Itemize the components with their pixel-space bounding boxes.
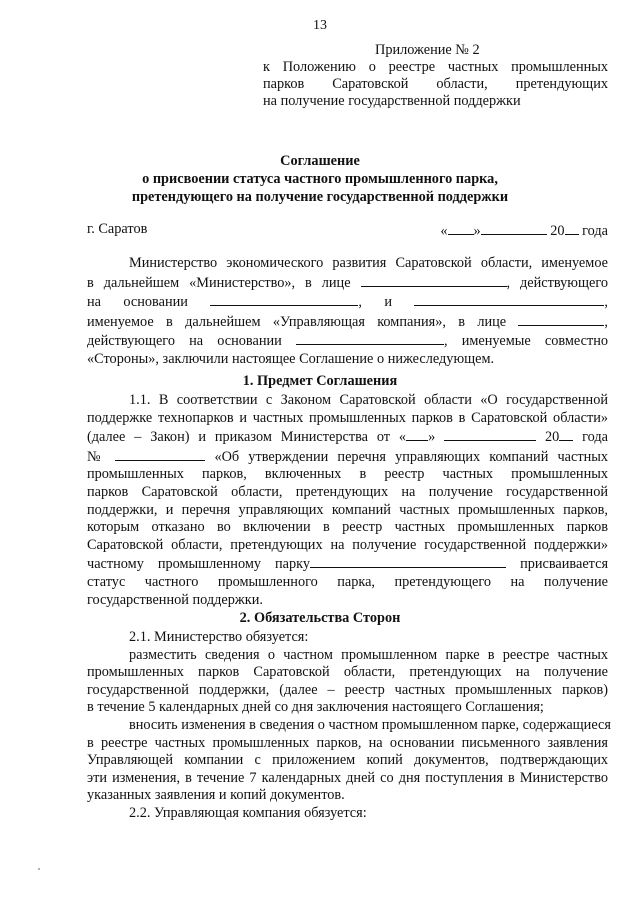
appendix-line: к Положению о реестре частных промышленных xyxy=(263,59,608,75)
blank-field xyxy=(406,427,428,441)
blank-field xyxy=(296,331,444,345)
blank-year xyxy=(565,221,579,235)
section-1-body: 1.1. В соответствии с Законом Саратовской области «О государственной поддержке технопарков и частных промышленных парков в Саратовской области» (далее – Закон) и приказом Министерства от « » 20 года № «Об утверждении перечня управляющих компаний частных промышленных парков, включенных в реестр частных промышленных парков Саратовской области, претендующих на получение государственной поддержки, и перечня управляющих компаний частных промышленных парков, которым отказано во включении в реестр частных промышленных парков Саратовской области, претендующих на получение государственной поддержки» частному промышленному парку присваивается статус частного промышленного парка, претендующего на получение государственной поддержки. xyxy=(87,392,609,608)
heading-line: о присвоении статуса частного промышленного парка, xyxy=(142,171,498,187)
place-date-line xyxy=(87,221,608,238)
section-2-title: 2. Обязательства Сторон xyxy=(239,610,401,626)
blank-field xyxy=(310,554,506,568)
appendix-header xyxy=(263,42,608,110)
date-field: « » 20 года xyxy=(440,223,608,239)
blank-field xyxy=(444,427,536,441)
blank-field xyxy=(559,427,573,441)
appendix-title: Приложение № 2 xyxy=(375,42,480,58)
blank-field xyxy=(115,447,205,461)
appendix-line: парков Саратовской области, претендующих xyxy=(263,76,608,92)
preamble: Министерство экономического развития Саратовской области, именуемое в дальнейшем «Министерство», в лице , действующего на основании , и , именуемое в дальнейшем «Управляющая компания», в лице , действующего на основании , именуемые совместно «Стороны», заключили настоящее Соглашение о нижеследующем. xyxy=(87,255,609,367)
blank-month xyxy=(481,221,547,235)
blank-field xyxy=(361,273,507,287)
section-1-title: 1. Предмет Соглашения xyxy=(242,373,398,389)
page-number: 13 xyxy=(313,18,327,33)
heading-line: претендующего на получение государственной поддержки xyxy=(131,189,509,205)
appendix-line: на получение государственной поддержки xyxy=(263,93,521,109)
blank-field xyxy=(210,292,358,306)
blank-field xyxy=(518,312,604,326)
blank-day xyxy=(448,221,474,235)
place-name: г. Саратов xyxy=(87,221,148,237)
section-2-body: 2.1. Министерство обязуется: разместить сведения о частном промышленном парке в реестре частных промышленных парков Саратовской области, претендующих на получение государственной поддержки, (далее – реестр частных промышленных парков) в течение 5 календарных дней со дня заключения настоящего Соглашения; вносить изменения в сведения о частном промышленном парке, содержащиеся в реестре частных промышленных парков, на основании письменного заявления Управляющей компании с приложением копий документов, подтверждающих эти изменения, в течение 7 календарных дней со дня поступления в Министерство указанных заявления и копий документов. 2.2. Управляющая компания обязуется: xyxy=(87,629,611,821)
scan-speck xyxy=(38,868,40,870)
agreement-heading xyxy=(0,152,640,206)
blank-field xyxy=(414,292,604,306)
heading-line: Соглашение xyxy=(280,153,360,169)
